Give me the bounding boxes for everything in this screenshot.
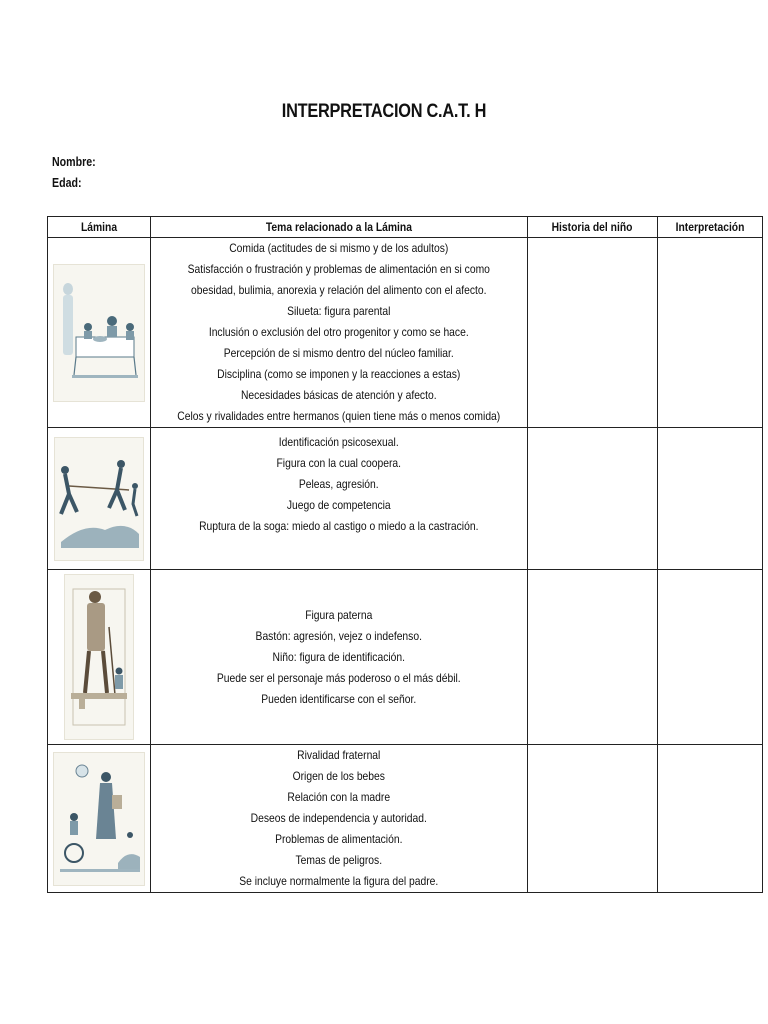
header-lamina: Lámina [48,217,151,238]
tema-line: Identificación psicosexual. [278,435,399,449]
tema-line: Rivalidad fraternal [297,748,381,762]
tema-line: Problemas de alimentación. [275,832,403,846]
lamina-cell [48,570,151,745]
tema-cell [151,570,528,745]
nombre-label: Nombre: [52,155,96,169]
tug-of-war-illustration-icon [54,437,144,561]
tema-line: Temas de peligros. [295,853,383,867]
interpretacion-cell[interactable] [657,570,762,745]
tema-line: Figura con la cual coopera. [276,456,401,470]
tema-line: Celos y rivalidades entre hermanos (quien tiene más o menos comida) [177,409,501,423]
tema-line: Relación con la madre [287,790,391,804]
tema-line: Inclusión o exclusión del otro progenitor y como se hace. [208,325,469,339]
table-row [48,238,763,428]
tema-cell [151,238,528,428]
tema-line: Pueden identificarse con el señor. [261,691,417,706]
header-tema: Tema relacionado a la Lámina [151,217,528,238]
tema-line: Figura paterna [305,607,373,622]
table-row [48,570,763,745]
tema-line: Satisfacción o frustración y problemas de alimentación en si como [187,262,490,276]
historia-cell[interactable] [527,428,657,570]
interpretacion-cell[interactable] [657,238,762,428]
header-interpretacion: Interpretación [657,217,762,238]
interpretacion-cell[interactable] [657,745,762,893]
lamina-cell [48,428,151,570]
mother-with-children-illustration-icon [53,752,145,886]
tema-line: Puede ser el personaje más poderoso o el más débil. [216,670,461,685]
man-with-cane-illustration-icon [64,574,134,740]
table-row [48,745,763,893]
edad-label: Edad: [52,176,82,190]
historia-cell[interactable] [527,570,657,745]
tema-cell [151,745,528,893]
tema-line: Silueta: figura parental [287,304,391,318]
tema-line: Origen de los bebes [292,769,385,783]
interpretacion-cell[interactable] [657,428,762,570]
interpretation-table [47,216,763,893]
tema-line: Bastón: agresión, vejez o indefenso. [255,628,422,643]
tema-line: Juego de competencia [286,498,391,512]
tema-cell [151,428,528,570]
tema-line: Se incluye normalmente la figura del padre. [239,874,439,888]
header-historia: Historia del niño [527,217,657,238]
tema-line: Comida (actitudes de si mismo y de los adultos) [229,241,449,255]
tema-line: Deseos de independencia y autoridad. [250,811,427,825]
table-header-row [48,217,763,238]
lamina-cell [48,238,151,428]
table-row [48,428,763,570]
historia-cell[interactable] [527,745,657,893]
tema-line: Peleas, agresión. [298,477,379,491]
tema-line: Niño: figura de identificación. [272,649,406,664]
family-meal-illustration-icon [53,264,145,402]
historia-cell[interactable] [527,238,657,428]
lamina-cell [48,745,151,893]
tema-line: Ruptura de la soga: miedo al castigo o miedo a la castración. [199,519,479,533]
tema-line: Percepción de si mismo dentro del núcleo familiar. [223,346,454,360]
tema-line: obesidad, bulimia, anorexia y relación del alimento con el afecto. [191,283,487,297]
tema-line: Disciplina (como se imponen y la reacciones a estas) [217,367,461,381]
tema-line: Necesidades básicas de atención y afecto. [240,388,437,402]
document-title: INTERPRETACION C.A.T. H [281,101,487,122]
